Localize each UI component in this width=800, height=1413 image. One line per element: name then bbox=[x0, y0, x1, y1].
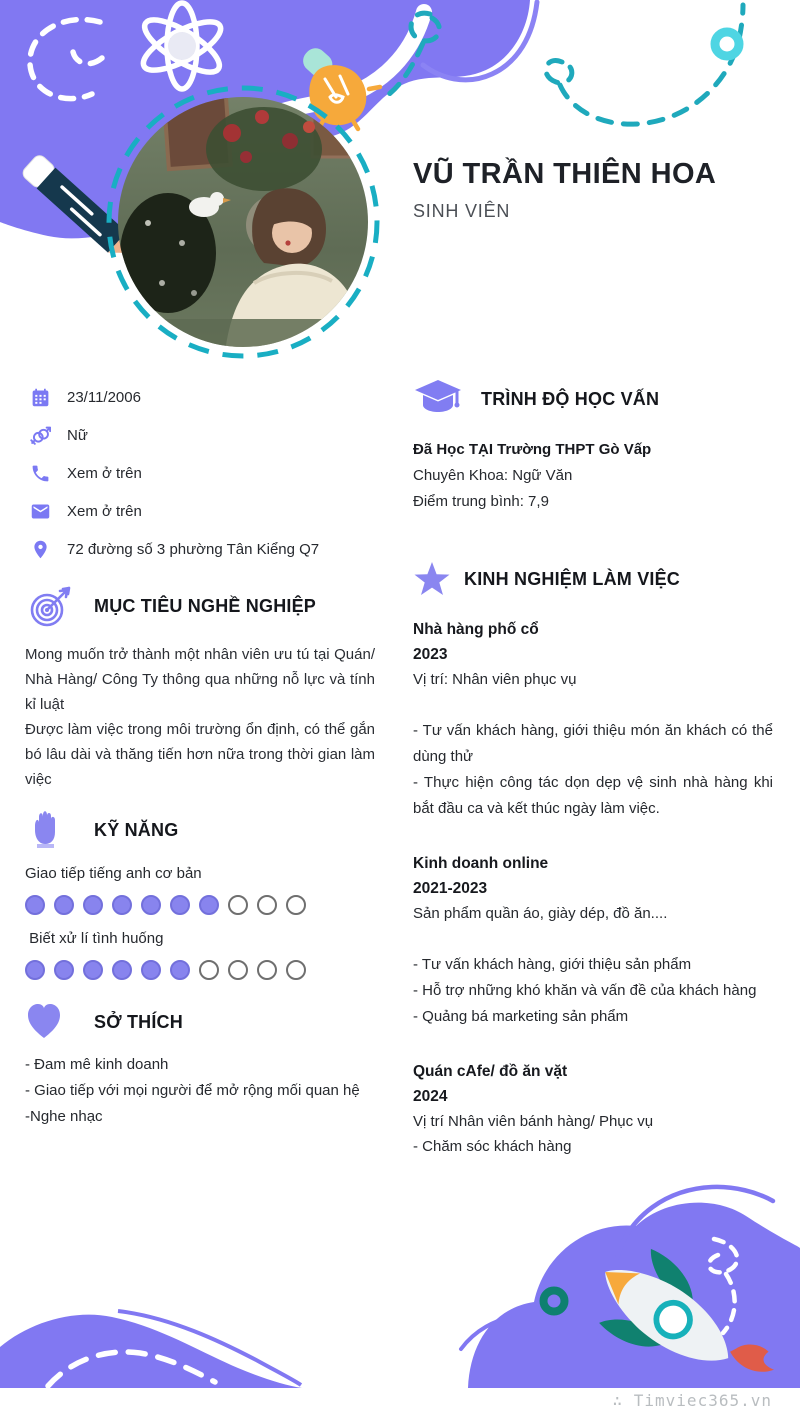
job-company: Kinh doanh online bbox=[413, 855, 549, 872]
job-details bbox=[413, 718, 773, 822]
rating-dot-filled bbox=[83, 895, 103, 915]
left-column bbox=[25, 378, 375, 1130]
cyan-donut-icon bbox=[715, 32, 739, 56]
candidate-title: SINH VIÊN bbox=[413, 201, 511, 221]
rating-dot-empty bbox=[199, 960, 219, 980]
skill-label: Giao tiếp tiếng anh cơ bản bbox=[25, 865, 202, 882]
rating-dot-filled bbox=[25, 895, 45, 915]
experience-header bbox=[413, 561, 773, 597]
rating-dot-empty bbox=[228, 960, 248, 980]
hobbies-heading: SỞ THÍCH bbox=[94, 1011, 183, 1032]
job-period: 2024 bbox=[413, 1088, 448, 1105]
education-header bbox=[413, 378, 773, 420]
contact-text: 23/11/2006 bbox=[67, 388, 141, 406]
teal-dashed-curve-large bbox=[546, 5, 743, 124]
contact-text: Xem ở trên bbox=[67, 502, 142, 520]
objective-paragraph: Mong muốn trở thành một nhân viên ưu tú tại Quán/ Nhà Hàng/ Công Ty thông qua những nỗ lực và tính kỉ luật bbox=[25, 646, 375, 713]
education-heading: TRÌNH ĐỘ HỌC VẤN bbox=[481, 388, 660, 409]
contact-item-phone bbox=[30, 454, 375, 492]
candidate-name: VŨ TRẦN THIÊN HOA bbox=[413, 158, 717, 190]
rating-dot-filled bbox=[54, 960, 74, 980]
rating-dot-filled bbox=[170, 960, 190, 980]
rating-dot-empty bbox=[257, 960, 277, 980]
job-entry bbox=[413, 1059, 773, 1160]
job-period: 2023 bbox=[413, 646, 448, 663]
rating-dot-empty bbox=[228, 895, 248, 915]
skill-rating-dots bbox=[25, 895, 375, 915]
rating-dot-filled bbox=[54, 895, 74, 915]
education-school: Đã Học TẠI Trường THPT Gò Vấp bbox=[413, 441, 652, 458]
email-icon bbox=[30, 501, 51, 522]
rating-dot-empty bbox=[257, 895, 277, 915]
jobs-list bbox=[413, 617, 773, 1160]
objective-heading: MỤC TIÊU NGHỀ NGHIỆP bbox=[94, 595, 317, 616]
rating-dot-filled bbox=[141, 960, 161, 980]
target-icon bbox=[25, 582, 77, 630]
skills-heading: KỸ NĂNG bbox=[94, 819, 179, 840]
contact-text: Nữ bbox=[67, 426, 88, 444]
profile-photo bbox=[104, 83, 382, 361]
job-entry bbox=[413, 617, 773, 822]
job-company: Quán cAfe/ đồ ăn vặt bbox=[413, 1063, 568, 1080]
contact-item-location bbox=[30, 530, 375, 568]
education-block bbox=[413, 437, 773, 515]
skill-rating-dots bbox=[25, 960, 375, 980]
rating-dot-empty bbox=[286, 895, 306, 915]
job-position: Vị trí Nhân viên bánh hàng/ Phục vụ bbox=[413, 1113, 654, 1130]
rating-dot-filled bbox=[25, 960, 45, 980]
job-period: 2021-2023 bbox=[413, 880, 488, 897]
gender-icon bbox=[30, 425, 51, 446]
footer bbox=[0, 1388, 800, 1413]
phone-icon bbox=[30, 463, 51, 484]
bottom-left-blob bbox=[0, 1315, 302, 1388]
job-detail: - Tư vấn khách hàng, giới thiệu món ăn khách có thể dùng thử bbox=[413, 722, 773, 765]
job-company: Nhà hàng phố cổ bbox=[413, 621, 539, 638]
rating-dot-filled bbox=[170, 895, 190, 915]
job-entry bbox=[413, 851, 773, 1030]
hobby-item: - Giao tiếp với mọi người để mở rộng mối quan hệ bbox=[25, 1082, 360, 1099]
job-detail: - Chăm sóc khách hàng bbox=[413, 1138, 572, 1155]
objective-paragraph: Được làm việc trong môi trường ổn định, có thể gắn bó lâu dài và thăng tiến hơn nữa trong thời gian làm việc bbox=[25, 721, 375, 788]
education-major: Chuyên Khoa: Ngữ Văn bbox=[413, 467, 573, 484]
hobby-item: -Nghe nhạc bbox=[25, 1108, 103, 1125]
contact-text: 72 đường số 3 phường Tân Kiểng Q7 bbox=[67, 540, 320, 558]
hobby-item: - Đam mê kinh doanh bbox=[25, 1056, 169, 1073]
objective-text bbox=[25, 642, 375, 792]
rating-dot-empty bbox=[286, 960, 306, 980]
job-detail: - Quảng bá marketing sản phẩm bbox=[413, 1008, 629, 1025]
skills-list bbox=[25, 865, 375, 980]
job-position: Vị trí: Nhân viên phục vụ bbox=[413, 671, 577, 688]
hobbies-list bbox=[25, 1052, 375, 1130]
contact-item-email bbox=[30, 492, 375, 530]
star-icon bbox=[413, 561, 451, 597]
skills-header bbox=[25, 810, 375, 850]
job-detail: - Thực hiện công tác dọn dẹp vệ sinh nhà hàng khi bắt đầu ca và kết thúc ngày làm việc. bbox=[413, 774, 773, 817]
job-details bbox=[413, 952, 773, 1030]
header bbox=[413, 158, 716, 222]
rating-dot-filled bbox=[112, 895, 132, 915]
rating-dot-filled bbox=[112, 960, 132, 980]
watermark: ∴ Timviec365.vn bbox=[612, 1391, 772, 1410]
calendar-icon bbox=[30, 387, 51, 408]
hobbies-header bbox=[25, 1002, 375, 1042]
graduation-cap-icon bbox=[413, 378, 463, 420]
job-position: Sản phẩm quần áo, giày dép, đồ ăn.... bbox=[413, 905, 668, 922]
contact-list bbox=[25, 378, 375, 568]
location-icon bbox=[30, 539, 51, 560]
rating-dot-filled bbox=[141, 895, 161, 915]
experience-heading: KINH NGHIỆM LÀM VIỆC bbox=[464, 568, 681, 589]
job-detail: - Hỗ trợ những khó khăn và vấn đề của khách hàng bbox=[413, 982, 757, 999]
rating-dot-filled bbox=[83, 960, 103, 980]
contact-item-calendar bbox=[30, 378, 375, 416]
profile-photo-image bbox=[104, 83, 382, 361]
job-detail: - Tư vấn khách hàng, giới thiệu sản phẩm bbox=[413, 956, 692, 973]
hand-icon bbox=[25, 810, 77, 850]
contact-item-gender bbox=[30, 416, 375, 454]
job-details bbox=[413, 1134, 773, 1160]
rating-dot-filled bbox=[199, 895, 219, 915]
skill-label: Biết xử lí tình huống bbox=[25, 930, 164, 947]
education-gpa: Điểm trung bình: 7,9 bbox=[413, 493, 549, 510]
heart-icon bbox=[25, 1002, 77, 1042]
objective-header bbox=[25, 582, 375, 630]
contact-text: Xem ở trên bbox=[67, 464, 142, 482]
right-column bbox=[413, 378, 773, 1189]
